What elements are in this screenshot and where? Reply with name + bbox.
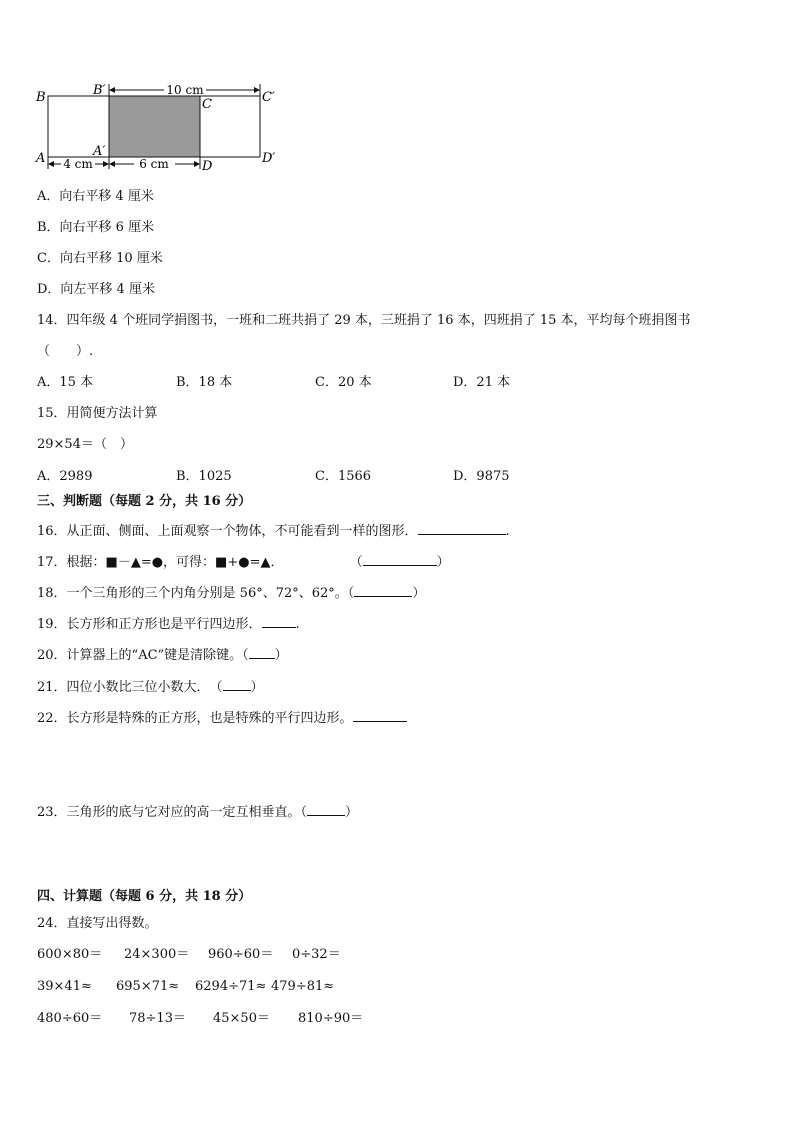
q13-option-a: A．向右平移 4 厘米 <box>37 189 154 204</box>
calc-item: 24×300＝ <box>124 947 190 962</box>
q16-end: . <box>505 524 510 539</box>
q21-end: ） <box>250 680 264 695</box>
q18 <box>37 584 425 602</box>
q15-expression: 29×54＝（ ） <box>37 437 133 452</box>
answer-blank[interactable] <box>354 584 412 597</box>
q23-text: 23．三角形的底与它对应的高一定互相垂直。（ <box>37 805 308 820</box>
q16 <box>37 522 510 540</box>
q22 <box>37 709 407 727</box>
calc-item: 45×50＝ <box>213 1011 270 1026</box>
calc-item: 695×71≈ <box>116 979 180 994</box>
q18-text: 18．一个三角形的三个内角分别是 56°、72°、62°。（ <box>37 586 355 601</box>
dim-top: 10 cm <box>166 83 204 97</box>
translation-figure <box>34 80 284 175</box>
q15-option-a: A．2989 <box>37 469 93 484</box>
q16-text: 16．从正面、侧面、上面观察一个物体，不可能看到一样的图形． <box>37 524 418 539</box>
calc-item: 78÷13＝ <box>129 1011 186 1026</box>
q17-end: ） <box>436 555 450 570</box>
q17-text: 17．根据：■－▲=●，可得：■+●=▲． （ <box>37 555 363 570</box>
q14-option-c: C．20 本 <box>315 375 372 390</box>
q15-stem: 15．用简便方法计算 <box>37 406 158 421</box>
q20 <box>37 646 288 664</box>
label-Dp: D′ <box>262 151 276 166</box>
q15-option-b: B．1025 <box>176 469 232 484</box>
q13-option-d: D．向左平移 4 厘米 <box>37 282 155 297</box>
q24-stem: 24．直接写出得数。 <box>37 916 158 931</box>
calc-item: 960÷60＝ <box>208 947 274 962</box>
q20-end: ） <box>274 648 288 663</box>
answer-blank[interactable] <box>353 709 407 722</box>
q14-stem-paren: （ ）. <box>37 344 94 359</box>
answer-blank[interactable] <box>307 803 345 816</box>
q19-end: . <box>295 617 300 632</box>
label-Cp: C′ <box>262 90 275 105</box>
q13-option-b: B．向右平移 6 厘米 <box>37 220 155 235</box>
q18-end: ） <box>412 586 426 601</box>
calc-item: 0÷32＝ <box>292 947 341 962</box>
calc-item: 479÷81≈ <box>271 979 335 994</box>
calc-item: 810÷90＝ <box>298 1011 364 1026</box>
q19 <box>37 615 300 633</box>
q22-text: 22．长方形是特殊的正方形，也是特殊的平行四边形。 <box>37 711 353 726</box>
section-3-heading: 三、判断题（每题 2 分，共 16 分） <box>37 494 252 509</box>
q23-end: ） <box>345 805 359 820</box>
calc-item: 480÷60＝ <box>37 1011 103 1026</box>
q19-text: 19．长方形和正方形也是平行四边形． <box>37 617 262 632</box>
label-Ap: A′ <box>93 144 106 159</box>
calc-item: 6294÷71≈ <box>195 979 267 994</box>
answer-blank[interactable] <box>363 553 437 566</box>
label-D: D <box>202 159 213 174</box>
shaded-region <box>109 96 200 157</box>
q14-option-a: A．15 本 <box>37 375 94 390</box>
q15-option-d: D．9875 <box>453 469 510 484</box>
q17 <box>37 553 450 571</box>
label-A: A <box>36 151 46 166</box>
calc-item: 39×41≈ <box>37 979 92 994</box>
label-C: C <box>202 97 212 112</box>
answer-blank[interactable] <box>418 522 506 535</box>
q21 <box>37 678 264 696</box>
dim-left: 4 cm <box>63 157 93 171</box>
dim-bottom: 6 cm <box>139 157 169 171</box>
answer-blank[interactable] <box>223 678 251 691</box>
q14-stem: 14．四年级 4 个班同学捐图书，一班和二班共捐了 29 本，三班捐了 16 本，四班捐了 15 本，平均每个班捐图书 <box>37 313 691 328</box>
q23 <box>37 803 358 821</box>
q14-option-d: D．21 本 <box>453 375 511 390</box>
label-B: B <box>36 90 46 105</box>
section-4-heading: 四、计算题（每题 6 分，共 18 分） <box>37 889 252 904</box>
q14-option-b: B．18 本 <box>176 375 233 390</box>
answer-blank[interactable] <box>249 646 275 659</box>
q15-option-c: C．1566 <box>315 469 372 484</box>
q21-text: 21．四位小数比三位小数大． （ <box>37 680 223 695</box>
calc-item: 600×80＝ <box>37 947 103 962</box>
answer-blank[interactable] <box>262 615 296 628</box>
q20-text: 20．计算器上的“AC”键是清除键。（ <box>37 648 249 663</box>
label-Bp: B′ <box>93 83 106 98</box>
q13-option-c: C．向右平移 10 厘米 <box>37 251 163 266</box>
